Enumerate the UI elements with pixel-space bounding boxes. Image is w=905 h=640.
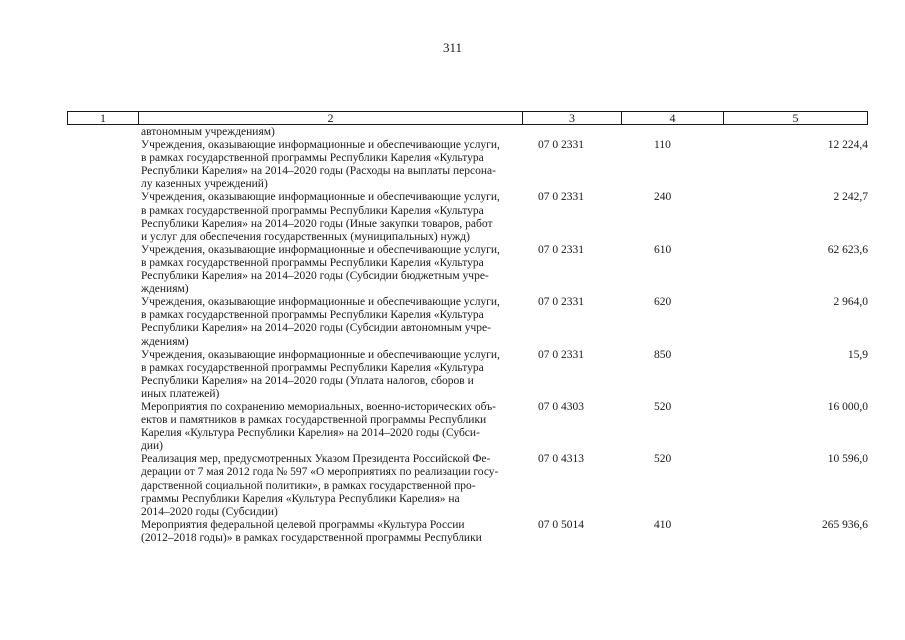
row-code: 07 0 4303	[538, 400, 584, 413]
row-expense-type: 110	[654, 139, 671, 152]
table-row	[141, 191, 868, 243]
row-description	[141, 453, 521, 518]
row-code: 07 0 2331	[538, 139, 584, 152]
row-amount: 16 000,0	[827, 400, 868, 413]
table-row	[141, 126, 868, 139]
description-line: в рамках государственной программы Республики Карелия «Культура	[141, 361, 484, 374]
row-amount: 2 242,7	[833, 191, 868, 204]
description-line: Учреждения, оказывающие информационные и обеспечивающие услуги,	[141, 296, 500, 309]
description-line: Учреждения, оказывающие информационные и обеспечивающие услуги,	[141, 191, 500, 204]
row-description	[141, 296, 521, 348]
row-code	[521, 126, 621, 139]
row-amount: 15,9	[847, 348, 868, 361]
row-code: 07 0 4313	[538, 453, 584, 466]
description-line: Учреждения, оказывающие информационные и обеспечивающие услуги,	[141, 348, 500, 361]
description-line: в рамках государственной программы Республики Карелия «Культура	[141, 309, 484, 322]
description-line: Учреждения, оказывающие информационные и обеспечивающие услуги,	[141, 139, 500, 152]
table-row	[141, 401, 868, 453]
row-amount: 2 964,0	[833, 296, 868, 309]
description-line: Республики Карелия» на 2014–2020 годы (Субсидии бюджетным учре-	[141, 270, 489, 283]
row-amount: 12 224,4	[827, 139, 868, 152]
row-description	[141, 519, 521, 545]
description-line: Мероприятия по сохранению мемориальных, военно-исторических объ-	[141, 400, 496, 413]
row-description	[141, 244, 521, 296]
description-line: Карелия «Культура Республики Карелия» на 2014–2020 годы (Субси-	[141, 427, 480, 440]
header-col-4: 4	[621, 112, 723, 124]
row-expense-type: 410	[654, 518, 672, 531]
row-description	[141, 401, 521, 453]
description-line: граммы Республики Карелия «Культура Республики Карелия» на	[141, 492, 460, 505]
header-col-5: 5	[723, 112, 867, 124]
description-line: Учреждения, оказывающие информационные и обеспечивающие услуги,	[141, 243, 500, 256]
table-body	[141, 126, 868, 545]
header-col-2: 2	[138, 112, 522, 124]
row-expense-type: 520	[654, 453, 672, 466]
description-line: ждениям)	[141, 335, 189, 348]
row-description	[141, 191, 521, 243]
row-description	[141, 349, 521, 401]
table-row	[141, 139, 868, 191]
description-line: (2012–2018 годы)» в рамках государственной программы Республики	[141, 531, 482, 544]
table-header	[67, 111, 868, 125]
table-row	[141, 349, 868, 401]
row-amount: 62 623,6	[827, 243, 868, 256]
description-line: Мероприятия федеральной целевой программы «Культура России	[141, 518, 465, 531]
table-row	[141, 296, 868, 348]
row-expense-type: 520	[654, 400, 672, 413]
description-line: автономным учреждениям)	[141, 126, 275, 138]
description-line: в рамках государственной программы Республики Карелия «Культура	[141, 204, 484, 217]
description-line: в рамках государственной программы Республики Карелия «Культура	[141, 152, 484, 165]
row-code: 07 0 2331	[538, 243, 584, 256]
row-expense-type: 850	[654, 348, 672, 361]
description-line: в рамках государственной программы Республики Карелия «Культура	[141, 256, 484, 269]
row-expense-type: 620	[654, 296, 672, 309]
description-line: Республики Карелия» на 2014–2020 годы (Иные закупки товаров, работ	[141, 217, 493, 230]
description-line: 2014–2020 годы (Субсидии)	[141, 505, 278, 518]
page-number: 311	[442, 40, 463, 55]
row-description	[141, 126, 521, 139]
description-line: лу казенных учреждений)	[141, 178, 268, 191]
row-expense-type: 240	[654, 191, 672, 204]
table-row	[141, 244, 868, 296]
description-line: Республики Карелия» на 2014–2020 годы (Субсидии автономным учре-	[141, 322, 491, 335]
row-amount	[721, 126, 868, 139]
row-amount: 10 596,0	[827, 453, 868, 466]
description-line: Реализация мер, предусмотренных Указом Президента Российской Фе-	[141, 453, 491, 466]
description-line: ектов и памятников в рамках государственной программы Республики	[141, 414, 487, 427]
row-code: 07 0 2331	[538, 348, 584, 361]
row-description	[141, 139, 521, 191]
description-line: и услуг для обеспечения государственных (муниципальных) нужд)	[141, 230, 470, 243]
table-row	[141, 519, 868, 545]
row-code: 07 0 5014	[538, 518, 584, 531]
description-line: дерации от 7 мая 2012 года № 597 «О мероприятиях по реализации госу-	[141, 466, 499, 479]
row-expense-type: 610	[654, 243, 672, 256]
row-expense-type	[621, 126, 721, 139]
header-col-1: 1	[100, 111, 106, 125]
header-col-3: 3	[522, 112, 621, 124]
description-line: ждениям)	[141, 283, 189, 296]
description-line: дии)	[141, 440, 163, 453]
description-line: Республики Карелия» на 2014–2020 годы (Уплата налогов, сборов и	[141, 374, 474, 387]
description-line: дарственной социальной политики», в рамках государственной про-	[141, 479, 476, 492]
table-row	[141, 453, 868, 518]
row-amount: 265 936,6	[822, 518, 868, 531]
row-code: 07 0 2331	[538, 296, 584, 309]
row-code: 07 0 2331	[538, 191, 584, 204]
description-line: иных платежей)	[141, 387, 220, 400]
description-line: Республики Карелия» на 2014–2020 годы (Расходы на выплаты персона-	[141, 165, 496, 178]
